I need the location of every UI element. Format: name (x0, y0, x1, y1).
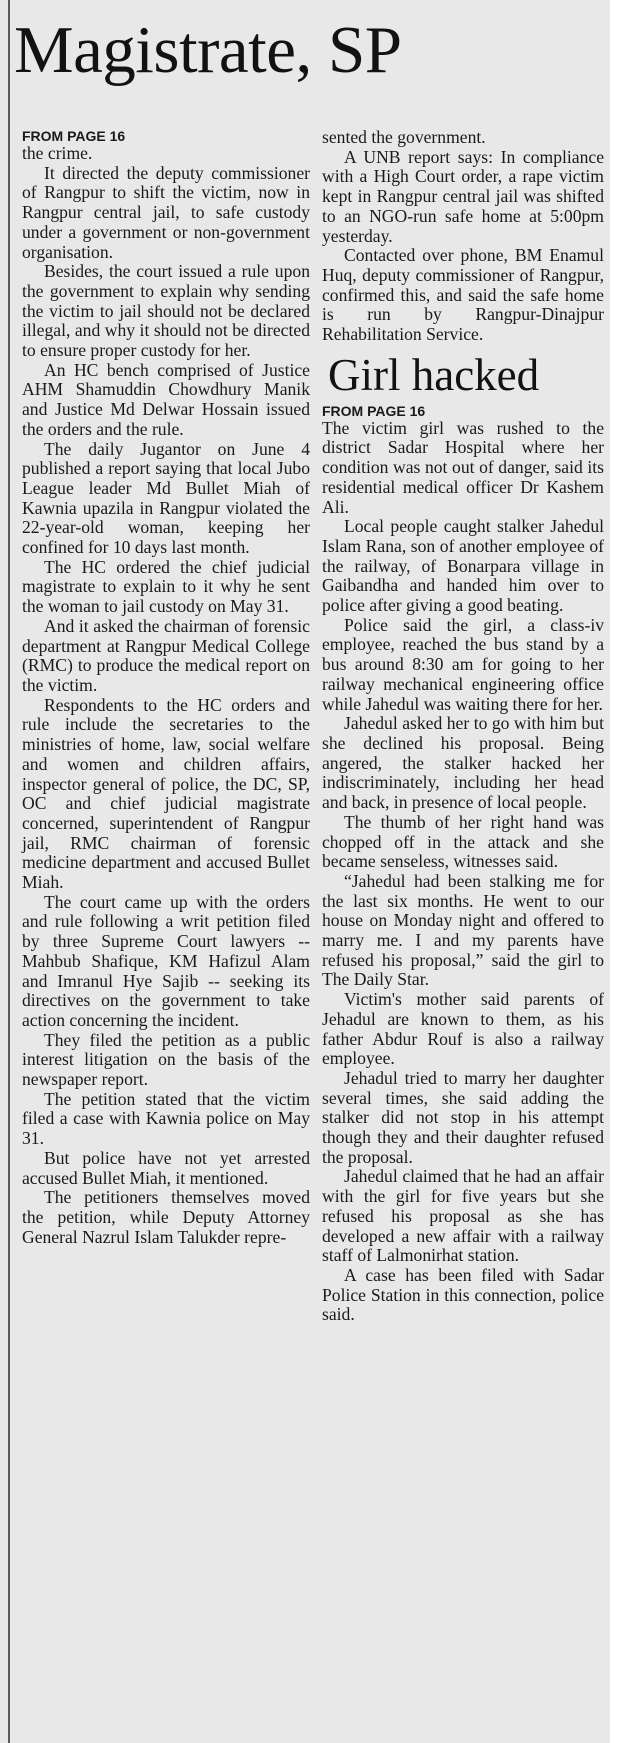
paragraph: The court came up with the orders and rule following a writ petition filed by three Supreme Court lawyers -- Mahbub Shafique, KM Hafizul Alam and Imranul Hye Sajib -- seeking its directives on the government to take action concerning the incident. (22, 891, 310, 1030)
paragraph: The victim girl was rushed to the district Sadar Hospital where her condition was not out of danger, said its residential medical officer Dr Kashem Ali. (322, 417, 604, 517)
paragraph: The petition stated that the victim filed a case with Kawnia police on May 31. (22, 1088, 310, 1149)
kicker: FROM PAGE 16 (22, 128, 126, 144)
left-column (22, 128, 310, 1247)
paragraph: And it asked the chairman of forensic department at Rangpur Medical College (RMC) to produce the medical report on the victim. (22, 615, 310, 695)
headline: Magistrate, SP (14, 13, 402, 87)
paragraph: sented the government. (322, 127, 486, 147)
paragraph: But police have not yet arrested accused Bullet Miah, it mentioned. (22, 1147, 310, 1188)
paragraph: Local people caught stalker Jahedul Islam Rana, son of another employee of the railway, of Bonarpara village in Gaibandha and handed him over to police after giving a good beating. (322, 516, 604, 616)
paragraph: It directed the deputy commissioner of Rangpur to shift the victim, now in Rangpur central jail, to safe custody under a government or non-government organisation. (22, 162, 310, 262)
right-column (322, 128, 604, 1325)
paragraph: the crime. (22, 143, 93, 163)
paragraph: Victim's mother said parents of Jehadul are known to them, as his father Abdur Rouf is also a railway employee. (322, 989, 604, 1069)
paragraph: A UNB report says: In compliance with a High Court order, a rape victim kept in Rangpur central jail was shifted to an NGO-run safe home at 5:00pm yesterday. (322, 146, 604, 246)
paragraph: The daily Jugantor on June 4 published a report saying that local Jubo League leader Md Bullet Miah of Kawnia upazila in Rangpur violated the 22-year-old woman, keeping her confined for 10 days last month. (22, 438, 310, 558)
paragraph: They filed the petition as a public interest litigation on the basis of the newspaper report. (22, 1029, 310, 1090)
paragraph: Police said the girl, a class-iv employee, reached the bus stand by a bus around 8:30 am for going to her railway mechanical engineering office while Jahedul was waiting there for her. (322, 614, 604, 714)
paragraph: Respondents to the HC orders and rule include the secretaries to the ministries of home, law, social welfare and women and children affairs, inspector general of police, the DC, SP, OC and chief judicial magistrate concerned, superintendent of Rangpur jail, RMC chairman of forensic medicine department and accused Bullet Miah. (22, 694, 310, 893)
paragraph: The HC ordered the chief judicial magistrate to explain to it why he sent the woman to jail custody on May 31. (22, 556, 310, 617)
paragraph: Jehadul tried to marry her daughter several times, she said adding the stalker did not stop in his attempt though they and their daughter refused the proposal. (322, 1067, 604, 1167)
paragraph: An HC bench comprised of Justice AHM Shamuddin Chowdhury Manik and Justice Md Delwar Hossain issued the orders and the rule. (22, 359, 310, 439)
paragraph: “Jahedul had been stalking me for the last six months. He went to our house on Monday night and offered to marry me. I and my parents have refused his proposal,” said the girl to The Daily Star. (322, 870, 604, 990)
kicker: FROM PAGE 16 (322, 402, 426, 419)
second-headline: Girl hacked (328, 349, 540, 400)
paragraph: Contacted over phone, BM Enamul Huq, deputy commissioner of Rangpur, confirmed this, and said the safe home is run by Rangpur-Dinajpur Rehabilitation Service. (322, 245, 604, 345)
paragraph: The thumb of her right hand was chopped off in the attack and she became senseless, witnesses said. (322, 811, 604, 872)
paragraph: Jahedul asked her to go with him but she declined his proposal. Being angered, the stalker hacked her indiscriminately, including her head and back, in presence of local people. (322, 713, 604, 813)
column-rule (8, 0, 10, 1743)
paragraph: Besides, the court issued a rule upon the government to explain why sending the victim to jail should not be declared illegal, and why it should not be directed to ensure proper custody for her. (22, 261, 310, 361)
paragraph: Jahedul claimed that he had an affair with the girl for five years but she refused his proposal as she has developed a new affair with a railway staff of Lalmonirhat station. (322, 1166, 604, 1266)
paragraph: A case has been filed with Sadar Police Station in this connection, police said. (322, 1264, 604, 1325)
paragraph: The petitioners themselves moved the petition, while Deputy Attorney General Nazrul Islam Talukder repre- (22, 1187, 310, 1247)
